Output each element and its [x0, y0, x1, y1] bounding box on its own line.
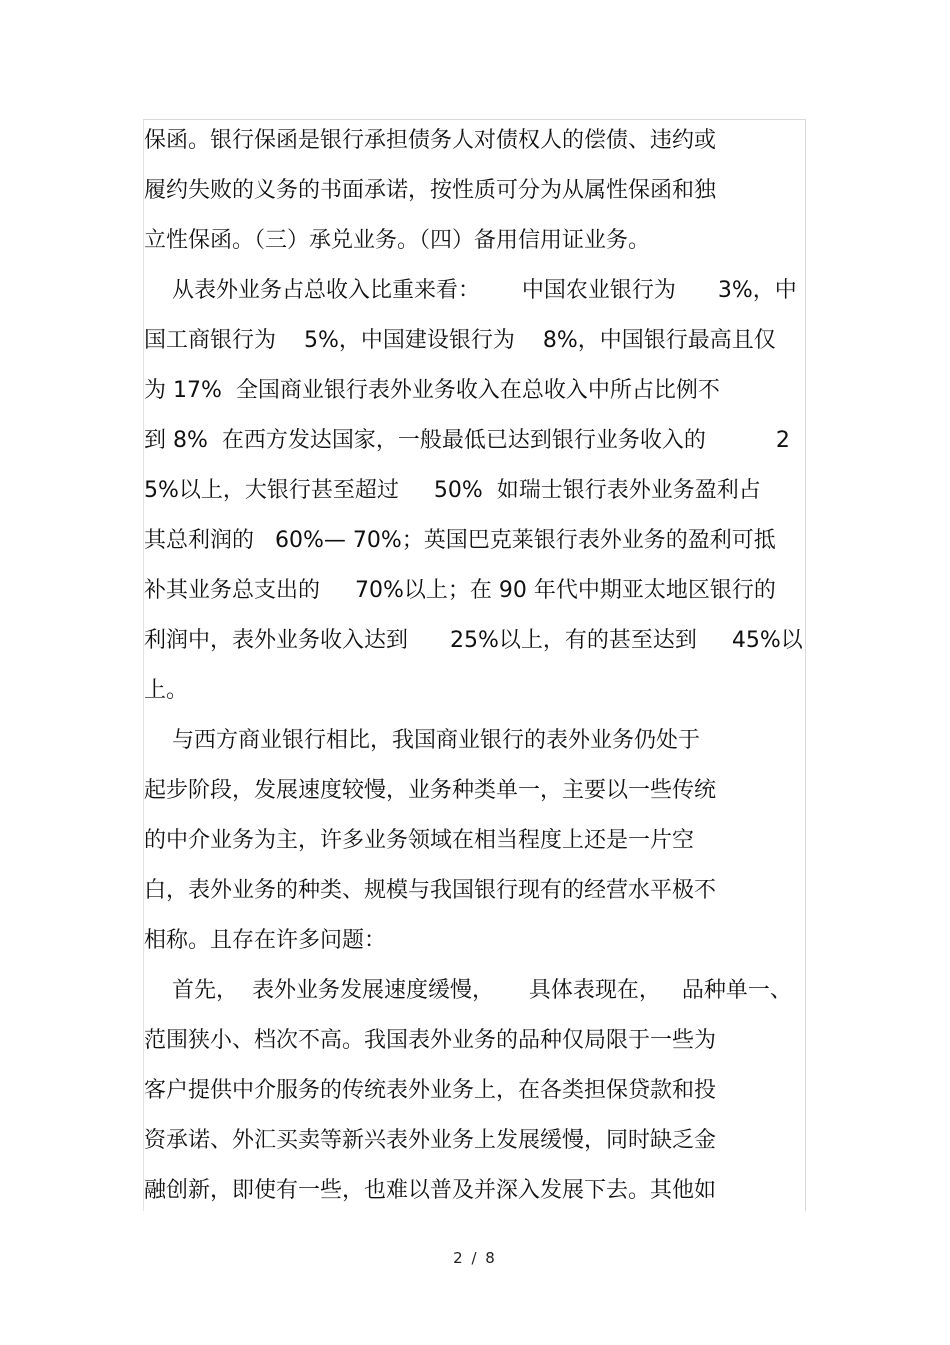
- body-text-line: 客户提供中介服务的传统表外业务上，在各类担保贷款和投: [144, 1078, 717, 1103]
- body-text-line: 为 17% 全国商业银行表外业务收入在总收入中所占比例不: [144, 378, 720, 403]
- body-text-line: 起步阶段，发展速度较慢，业务种类单一，主要以一些传统: [144, 778, 717, 803]
- page-number: 2 / 8: [453, 1249, 497, 1267]
- body-text-line: 从表外业务占总收入比重来看： 中国农业银行为 3%，中: [144, 278, 797, 303]
- body-text-line: 的中介业务为主，许多业务领域在相当程度上还是一片空: [144, 828, 695, 853]
- body-text-line: 上。: [144, 678, 189, 703]
- body-text-line: 5%以上，大银行甚至超过 50% 如瑞士银行表外业务盈利占: [144, 478, 761, 503]
- body-text-line: 立性保函。（三）承兑业务。（四）备用信用证业务。: [144, 228, 651, 253]
- body-text-line: 与西方商业银行相比，我国商业银行的表外业务仍处于: [144, 728, 700, 753]
- body-text-line: 白，表外业务的种类、规模与我国银行现有的经营水平极不: [144, 878, 717, 903]
- body-text-line: 国工商银行为 5%，中国建设银行为 8%，中国银行最高且仅: [144, 328, 776, 353]
- body-text-line: 利润中，表外业务收入达到 25%以上，有的甚至达到 45%以: [144, 628, 803, 653]
- body-text-line: 其总利润的 60%— 70%；英国巴克莱银行表外业务的盈利可抵: [144, 528, 776, 553]
- body-text-line: 补其业务总支出的 70%以上；在 90 年代中期亚太地区银行的: [144, 578, 776, 603]
- body-text-line: 相称。且存在许多问题：: [144, 928, 387, 953]
- body-text-line: 首先， 表外业务发展速度缓慢， 具体表现在， 品种单一、: [144, 978, 792, 1003]
- body-text-line: 范围狭小、档次不高。我国表外业务的品种仅局限于一些为: [144, 1028, 717, 1053]
- body-text-line: 到 8% 在西方发达国家，一般最低已达到银行业务收入的 2: [144, 428, 790, 453]
- body-text-line: 资承诺、外汇买卖等新兴表外业务上发展缓慢，同时缺乏金: [144, 1128, 717, 1153]
- body-text-line: 保函。银行保函是银行承担债务人对债权人的偿债、违约或: [144, 128, 717, 153]
- body-text-line: 履约失败的义务的书面承诺，按性质可分为从属性保函和独: [144, 178, 717, 203]
- body-text-line: 融创新，即使有一些，也难以普及并深入发展下去。其他如: [144, 1178, 717, 1203]
